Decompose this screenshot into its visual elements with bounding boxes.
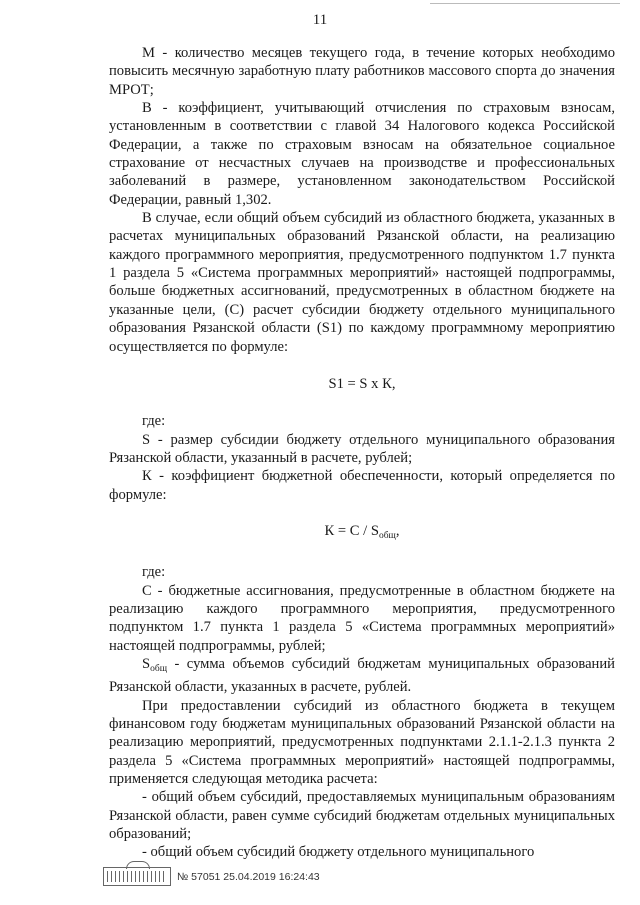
paragraph-m-definition: М - количество месяцев текущего года, в течение которых необходимо повысить месячную заработную плату работников массового спорта до значения МРОТ; xyxy=(109,45,615,98)
formula-k-main: К = С / S xyxy=(324,522,379,539)
paragraph-total-volume: - общий объем субсидий, предоставляемых муниципальным образованиям Рязанской области, равен сумме субсидий бюджетам отдельных муниципальных образований; xyxy=(109,789,615,843)
paragraph-s-definition: S - размер субсидии бюджету отдельного муниципального образования Рязанской области, указанный в расчете, рублей; xyxy=(109,431,615,466)
document-reference: № 57051 25.04.2019 16:24:43 xyxy=(177,870,320,883)
formula-s1: S1 = S х К, xyxy=(328,375,396,392)
paragraph-c-definition: С - бюджетные ассигнования, предусмотренные в областном бюджете на реализацию каждого программного мероприятия, предусмотренного подпунктом 1.7 пункта 1 раздела 5 «Система программных мероприятий» настоящей подпрограммы, рублей; xyxy=(109,582,615,654)
stotal-text: - сумма объемов субсидий бюджетам муниципальных образований Рязанской области, указанных в расчете, рублей. xyxy=(109,655,615,696)
document-footer xyxy=(103,867,320,886)
formula-k-end: , xyxy=(395,522,400,539)
where-label-1: где: xyxy=(142,413,166,430)
scan-artifact-line xyxy=(430,3,620,4)
paragraph-k-definition: К - коэффициент бюджетной обеспеченности, который определяется по формуле: xyxy=(109,468,615,503)
page-number: 11 xyxy=(312,12,328,28)
paragraph-stotal-definition xyxy=(109,655,615,697)
paragraph-subsidy-case: В случае, если общий объем субсидий из областного бюджета, указанных в расчетах муниципальных образований Рязанской области, на реализацию каждого программного мероприятия, предусмотренного подпунктом 1.7 пункта 1 раздела 5 «Система программных мероприятий» настоящей подпрограммы, больше бюджетных ассигнований, предусмотренных в областном бюджете на указанные цели, (С) расчет субсидии бюджету отдельного муниципального образования Рязанской области (S1) по каждому программному мероприятию осуществляется по формуле: xyxy=(109,210,615,355)
paragraph-b-definition: В - коэффициент, учитывающий отчисления по страховым взносам, установленным в соответствии с главой 34 Налогового кодекса Российской Федерации, а также по страховым взносам на обязательное социальное страхование от несчастных случаев на производстве и профессиональных заболеваний в размере, установленном законодательством Российской Федерации, равный 1,302. xyxy=(109,100,615,208)
formula-k xyxy=(109,522,615,545)
paragraph-methodology: При предоставлении субсидий из областного бюджета в текущем финансовом году бюджетам муниципальных образований Рязанской области на реализацию мероприятий, предусмотренных подпунктами 2.1.1-2.1.3 пункта 2 раздела 5 «Система программных мероприятий» настоящей подпрограммы, применяется следующая методика расчета: xyxy=(109,697,615,788)
stotal-subscript: общ xyxy=(150,663,168,674)
government-building-stamp-icon xyxy=(103,867,171,886)
stotal-symbol: S xyxy=(142,655,151,672)
paragraph-single-volume: - общий объем субсидий бюджету отдельного муниципального xyxy=(142,844,535,861)
where-label-2: где: xyxy=(142,564,166,581)
document-body xyxy=(109,44,615,862)
formula-k-subscript: общ xyxy=(378,530,396,541)
